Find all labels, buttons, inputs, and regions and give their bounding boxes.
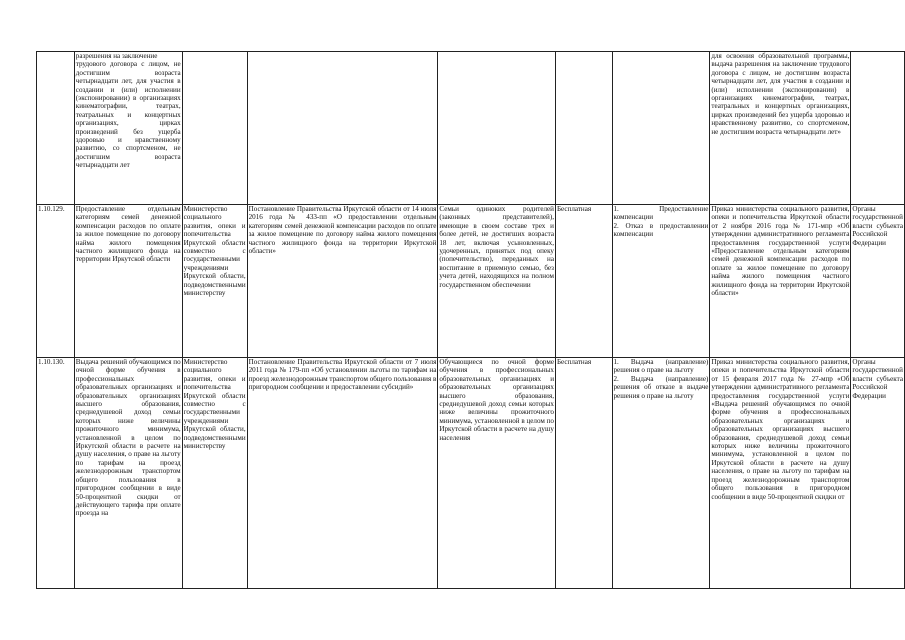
table-row [37,205,905,358]
result-cell: 1. Выдача (направление) решения о праве на льготу 2. Выдача (направление) решения об отказе в выдаче решения о праве на льготу [612,358,710,589]
service-name-cell: разрешения на заключение трудового договора с лицом, не достигшим возраста четырнадцати лет, для участия в создании и (или) исполнении (экспонировании) в организациях кинематографии, театрах, театральных и концертных организациях, цирках произведений без ущерба здоровью и нравственному развитию, со спортсменом, не достигшим возраста четырнадцати лет [74,52,182,205]
authority-cell: Министерство социального развития, опеки и попечительства Иркутской области совместно с государственными учреждениями Иркутской области, подведомственными министерству [182,205,247,358]
table-row [37,52,905,205]
level-cell: Органы государственной власти субъекта Российской Федерации [851,358,905,589]
level-cell [851,52,905,205]
cost-cell [555,52,612,205]
recipients-cell [438,52,556,205]
cost-cell: Бесплатная [555,358,612,589]
services-table [36,51,905,589]
result-cell [612,52,710,205]
regulation-cell: Приказ министерства социального развития, опеки и попечительства Иркутской области от 15 февраля 2017 года № 27-мпр «Об утверждении административного регламента предоставления государственной услуги «Выдача решений обучающимся по очной форме обучения в профессиональных образовательных организациях и образовательных организациях высшего образования, среднедушевой доход семьи которых ниже величины прожиточного минимума, установленной в целом по Иркутской области в расчете на душу населения, о праве на льготу по тарифам на проезд железнодорожным транспортом общего пользования в пригородном сообщении в виде 50-процентной скидки от [710,358,851,589]
result-cell: 1. Предоставление компенсации 2. Отказ в предоставлении компенсации [612,205,710,358]
legal-basis-cell [247,52,438,205]
recipients-cell: Семьи одиноких родителей (законных представителей), имеющие в своем составе трех и более детей, не достигших возраста 18 лет, включая усыновленных, удочеренных, принятых под опеку (попечительство), переданных на воспитание в приемную семью, без учета детей, находящихся на полном государственном обеспечении [438,205,556,358]
level-cell: Органы государственной власти субъекта Российской Федерации [851,205,905,358]
row-number-cell: 1.10.129. [37,205,75,358]
legal-basis-cell: Постановление Правительства Иркутской области от 14 июля 2016 года № 433-пп «О предоставлении отдельным категориям семей денежной компенсации расходов по оплате за жилое помещение по договору найма жилого помещения частного жилищного фонда на территории Иркутской области» [247,205,438,358]
cost-cell: Бесплатная [555,205,612,358]
regulation-cell: Приказ министерства социального развития, опеки и попечительства Иркутской области от 2 ноября 2016 года № 171-мпр «Об утверждении административного регламента предоставления государственной услуги «Предоставление отдельным категориям семей денежной компенсации расходов по оплате за жилое помещение по договору найма жилого помещения частного жилищного фонда на территории Иркутской области» [710,205,851,358]
service-name-cell: Предоставление отдельным категориям семей денежной компенсации расходов по оплате за жилое помещение по договору найма жилого помещения частного жилищного фонда на территории Иркутской области [74,205,182,358]
regulation-cell: для освоения образовательной программы, выдача разрешения на заключение трудового договора с лицом, не достигшим возраста четырнадцати лет, для участия в создании и (или) исполнении (экспонировании) в организациях кинематографии, театрах, театральных и концертных организациях, цирках произведений без ущерба здоровью и нравственному развитию, со спортсменом, не достигшим возраста четырнадцати лет» [710,52,851,205]
legal-basis-cell: Постановление Правительства Иркутской области от 7 июля 2011 года № 179-пп «Об установлении льготы по тарифам на проезд железнодорожным транспортом общего пользования в пригородном сообщении и предоставлении субсидий» [247,358,438,589]
authority-cell: Министерство социального развития, опеки и попечительства Иркутской области совместно с государственными учреждениями Иркутской области, подведомственными министерству [182,358,247,589]
table-row [37,358,905,589]
row-number-cell: 1.10.130. [37,358,75,589]
authority-cell [182,52,247,205]
row-number-cell [37,52,75,205]
recipients-cell: Обучающиеся по очной форме обучения в профессиональных образовательных организациях и образовательных организациях высшего образования, среднедушевой доход семьи которых ниже величины прожиточного минимума, установленной в целом по Иркутской области в расчете на душу населения [438,358,556,589]
service-name-cell: Выдача решений обучающимся по очной форме обучения в профессиональных образовательных организациях и образовательных организациях высшего образования, среднедушевой доход семьи которых ниже величины прожиточного минимума, установленной в целом по Иркутской области в расчете на душу населения, о праве на льготу по тарифам на проезд железнодорожным транспортом общего пользования в пригородном сообщении в виде 50-процентной скидки от действующего тарифа при оплате проезда на [74,358,182,589]
